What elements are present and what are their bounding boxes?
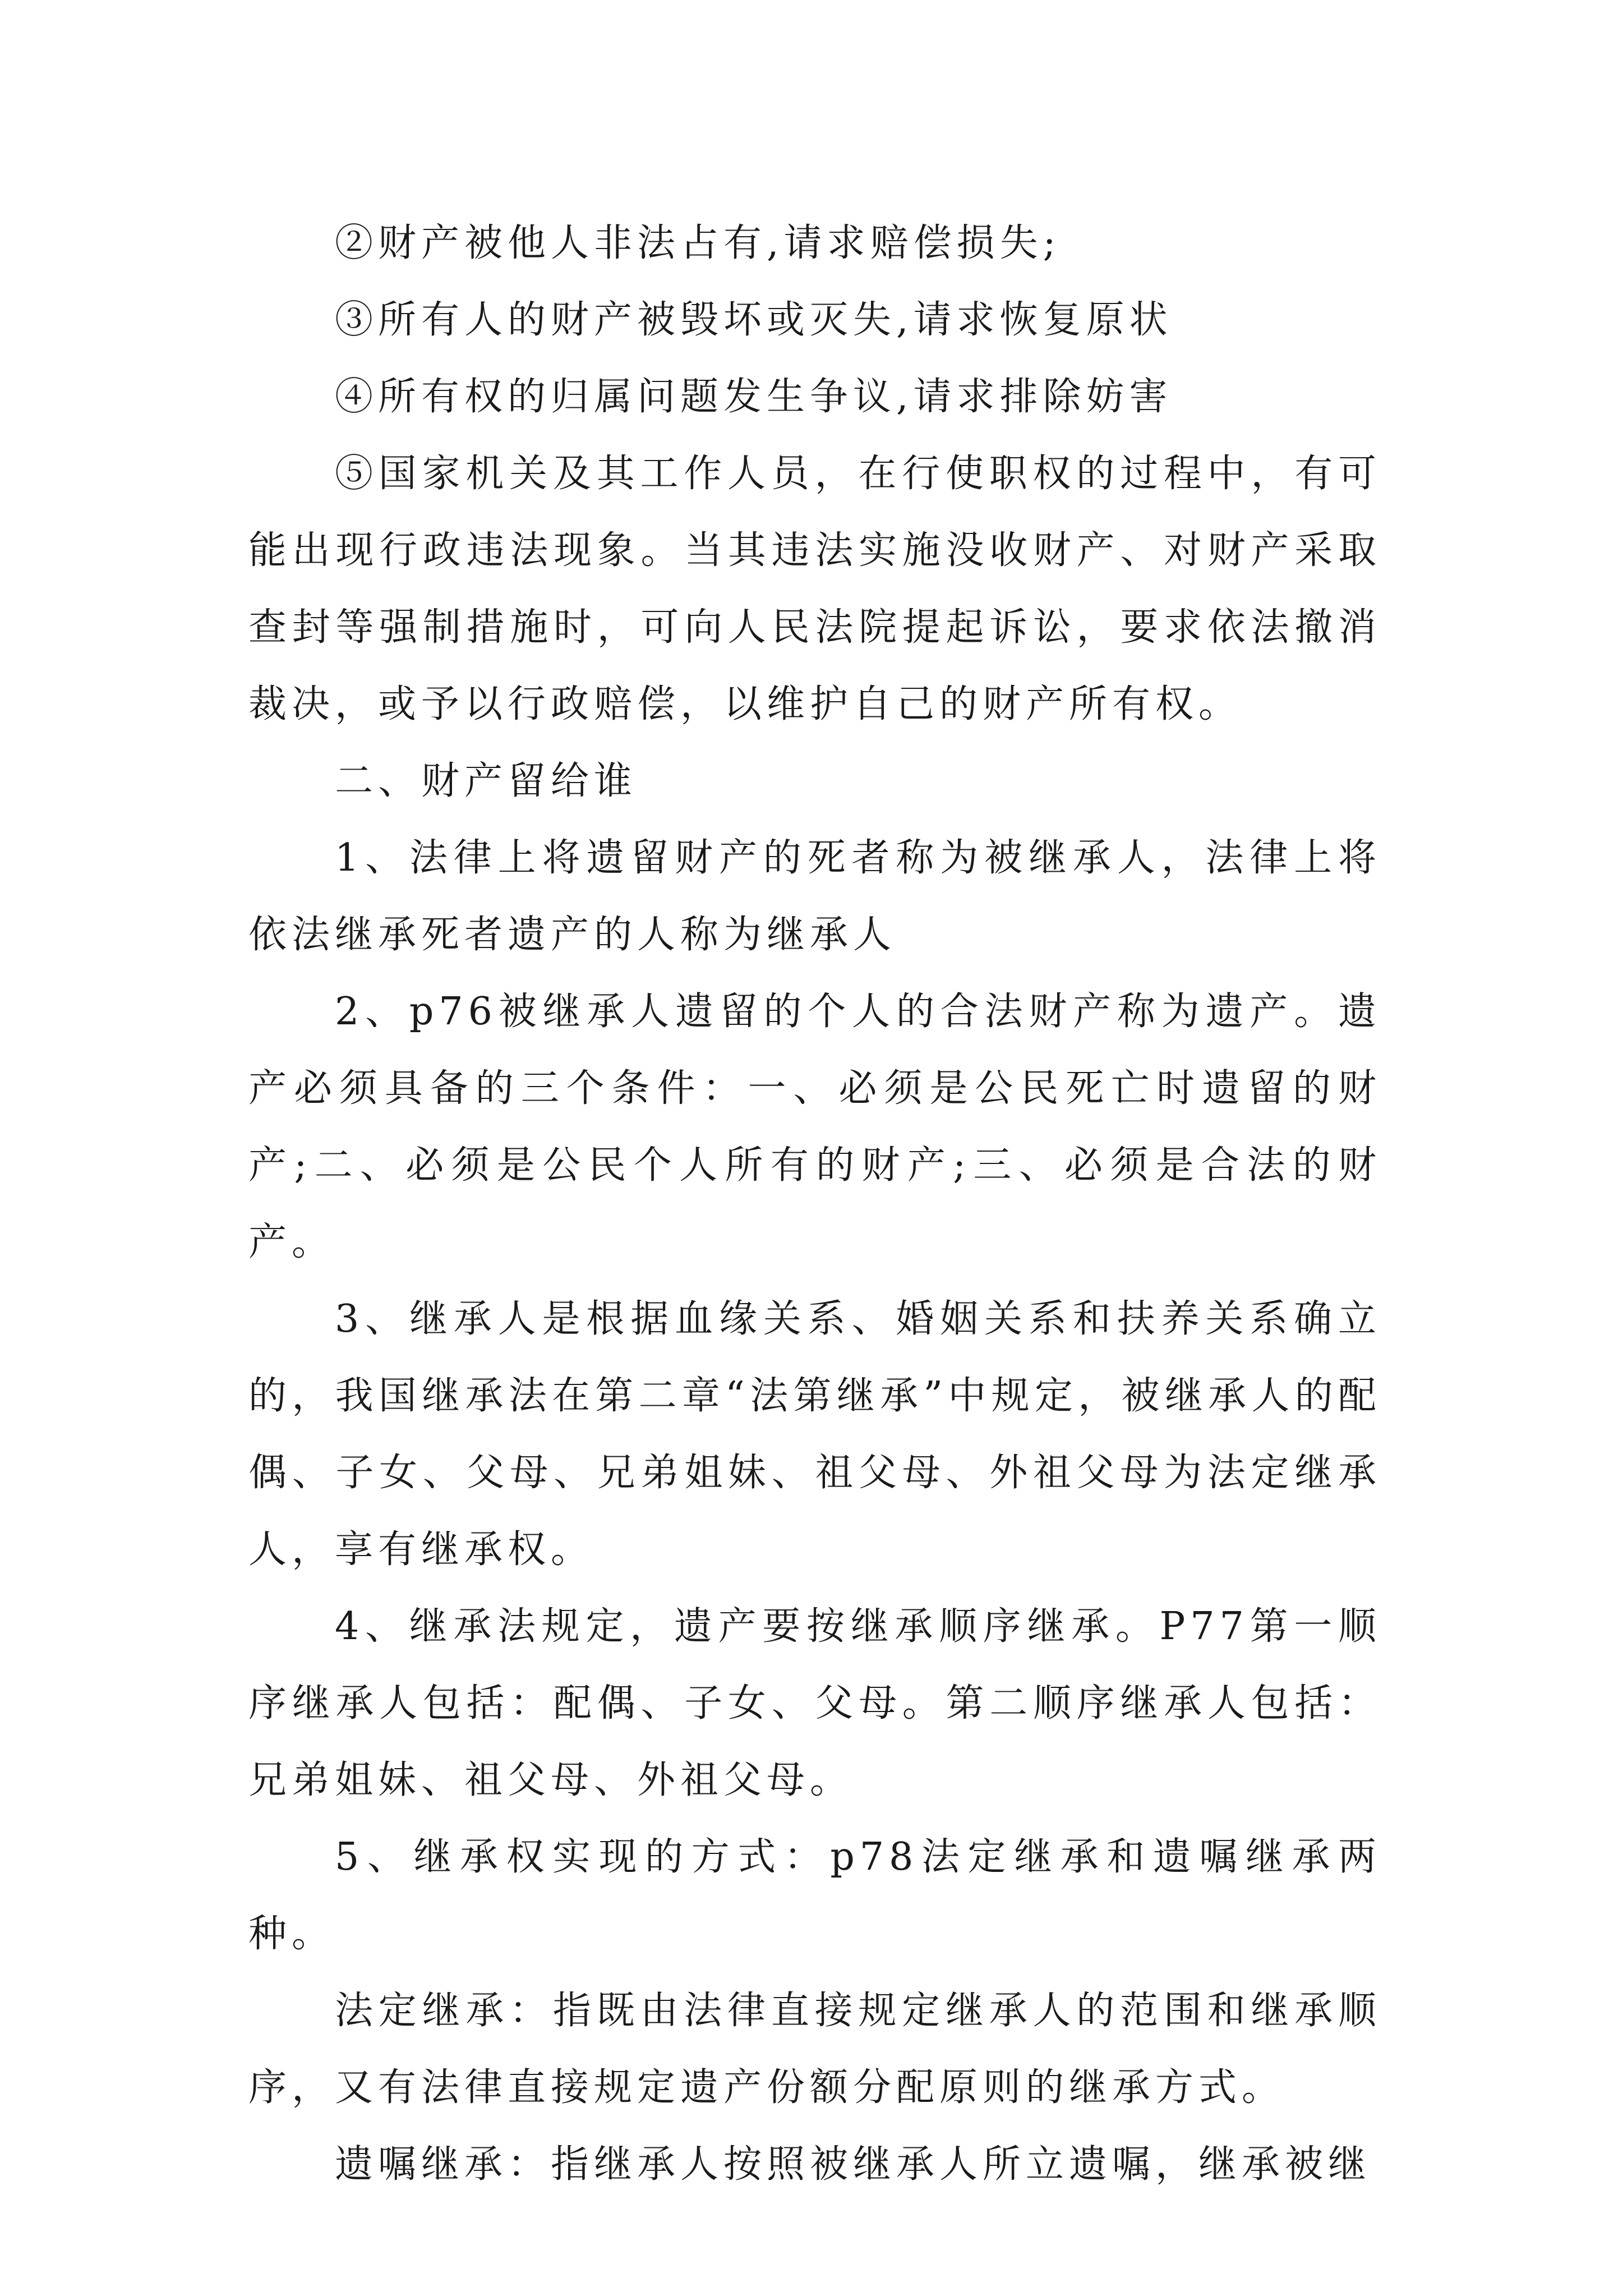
paragraph-item-5: 5、继承权实现的方式：p78法定继承和遗嘱继承两种。 (248, 1835, 1381, 1956)
section-heading-inheritance: 二、财产留给谁 (335, 759, 638, 803)
paragraph-property-destroyed: ③所有人的财产被毁坏或灭失,请求恢复原状 (335, 298, 1173, 342)
paragraph-item-1: 1、法律上将遗留财产的死者称为被继承人，法律上将依法继承死者遗产的人称为继承人 (248, 836, 1381, 957)
paragraph-statutory-inheritance: 法定继承：指既由法律直接规定继承人的范围和继承顺序，又有法律直接规定遗产份额分配原则的继承方式。 (248, 1989, 1381, 2110)
paragraph-testamentary-inheritance: 遗嘱继承：指继承人按照被继承人所立遗嘱，继承被继 (335, 2142, 1372, 2187)
paragraph-item-3: 3、继承人是根据血缘关系、婚姻关系和扶养关系确立的，我国继承法在第二章“法第继承”中规定，被继承人的配偶、子女、父母、兄弟姐妹、祖父母、外祖父母为法定继承人，享有继承权。 (248, 1297, 1381, 1572)
document-body (248, 205, 1381, 2203)
paragraph-item-4: 4、继承法规定，遗产要按继承顺序继承。P77第一顺序继承人包括：配偶、子女、父母。第二顺序继承人包括：兄弟姐妹、祖父母、外祖父母。 (248, 1604, 1381, 1802)
paragraph-property-occupied: ②财产被他人非法占有,请求赔偿损失; (335, 221, 1061, 265)
paragraph-ownership-dispute: ④所有权的归属问题发生争议,请求排除妨害 (335, 375, 1173, 419)
paragraph-state-organs: ⑤国家机关及其工作人员，在行使职权的过程中，有可能出现行政违法现象。当其违法实施没收财产、对财产采取查封等强制措施时，可向人民法院提起诉讼，要求依法撤消裁决，或予以行政赔偿，以维护自己的财产所有权。 (248, 452, 1381, 726)
paragraph-item-2: 2、p76被继承人遗留的个人的合法财产称为遗产。遗产必须具备的三个条件：一、必须是公民死亡时遗留的财产;二、必须是公民个人所有的财产;三、必须是合法的财产。 (248, 990, 1381, 1264)
